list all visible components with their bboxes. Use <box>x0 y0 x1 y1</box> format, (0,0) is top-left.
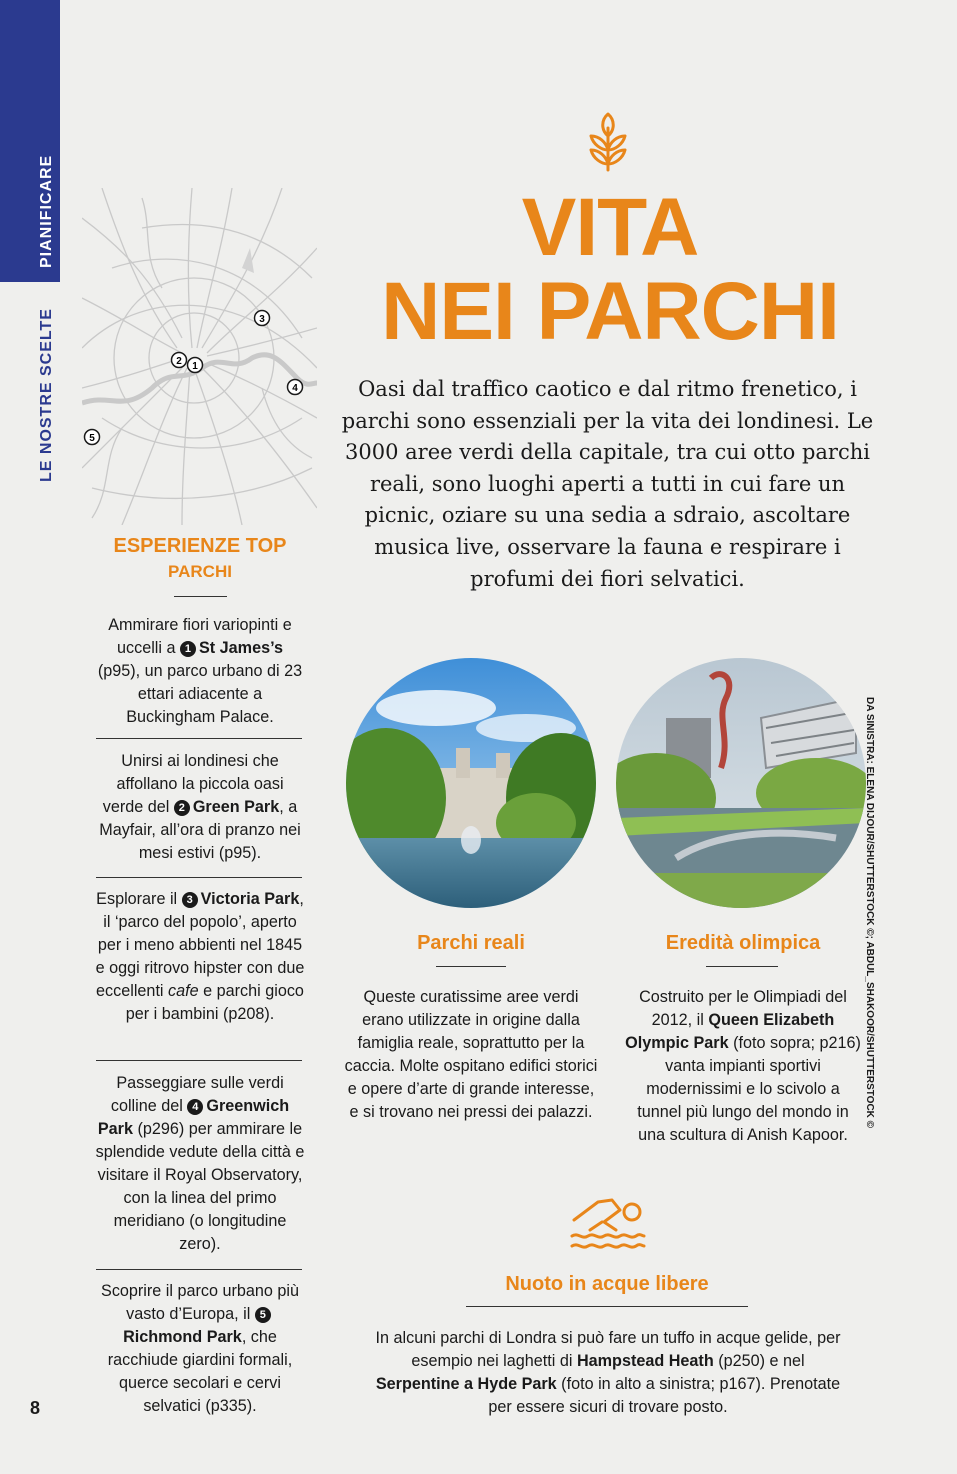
page-number: 8 <box>30 1398 41 1418</box>
london-parks-map <box>82 188 317 525</box>
divider <box>436 966 506 967</box>
map-marker-1-label: 1 <box>192 361 198 372</box>
divider <box>96 877 302 878</box>
title-line-1: VITA <box>521 182 699 273</box>
section-swim-title: Nuoto in acque libere <box>505 1273 709 1295</box>
divider <box>466 1306 748 1307</box>
photo-credit: DA SINISTRA: ELENA DIJOUR/SHUTTERSTOCK ©; ABDUL_SHAKOOR/SHUTTERSTOCK © <box>864 697 875 1129</box>
map-marker-3-label: 3 <box>259 314 265 325</box>
section-olympic-title: Eredità olimpica <box>665 932 821 954</box>
divider <box>706 966 778 967</box>
page-title <box>350 182 870 357</box>
experiences-title: ESPERIENZE TOP <box>113 535 287 557</box>
experience-item-2: Unirsi ai londinesi che affollano la piccola oasi verde del 2 Green Park, a Mayfair, all’ora di pranzo nei mesi estivi (p95). <box>99 752 301 862</box>
intro-paragraph: Oasi dal traffico caotico e dal ritmo frenetico, i parchi sono essenziali per la vita dei londinesi. Le 3000 aree verdi della capitale, tra cui otto parchi reali, sono luoghi aperti a tutti in cui fare un picnic, oziare su una sedia a sdraio, ascoltare musica live, osservare la fauna e respirare i profumi dei fiori selvatici. <box>341 377 874 591</box>
tab-pianificare-label[interactable]: PIANIFICARE <box>38 154 55 268</box>
experience-item-4: Passeggiare sulle verdi colline del 4 Greenwich Park (p296) per ammirare le splendide vedute della città e visitare il Royal Observatory, con la linea del primo meridiano (o longitudine zero). <box>95 1074 305 1253</box>
section-royal-title: Parchi reali <box>417 932 525 954</box>
experiences-subtitle: PARCHI <box>168 562 232 581</box>
experience-item-1: Ammirare fiori variopinti e uccelli a 1 St James’s (p95), un parco urbano di 23 ettari adiacente a Buckingham Palace. <box>97 616 303 726</box>
divider <box>96 738 302 739</box>
section-swim-text: In alcuni parchi di Londra si può fare un tuffo in acque gelide, per esempio nei laghetti di Hampstead Heath (p250) e nel Serpentine a Hyde Park (foto in alto a sinistra; p167). Prenotate per essere sicuri di trovare posto. <box>375 1329 841 1416</box>
map-marker-4-label: 4 <box>292 383 298 394</box>
map-marker-5-label: 5 <box>89 433 95 444</box>
leaf-icon <box>585 110 631 172</box>
photo-st-james-park <box>346 658 596 908</box>
title-line-2: NEI PARCHI <box>381 266 839 357</box>
divider <box>96 1269 302 1270</box>
photo-olympic-park <box>616 658 866 908</box>
divider <box>174 596 227 597</box>
experience-item-3: Esplorare il 3 Victoria Park, il ‘parco del popolo’, aperto per i meno abbienti nel 1845 e oggi ritrovo hipster con due eccellenti cafe e parchi gioco per i bambini (p208). <box>95 890 305 1023</box>
tab-le-nostre-scelte-label[interactable]: LE NOSTRE SCELTE <box>38 308 55 482</box>
map-marker-2-label: 2 <box>176 356 182 367</box>
divider <box>96 1060 302 1061</box>
section-royal-text: Queste curatissime aree verdi erano utilizzate in origine dalla famiglia reale, soprattutto per la caccia. Molte ospitano edifici storici e opere d’arte di grande interesse, e si trovano nei pressi dei palazzi. <box>344 988 598 1121</box>
swimmer-icon <box>568 1190 648 1252</box>
experience-item-5: Scoprire il parco urbano più vasto d’Europa, il 5Richmond Park, che racchiude giardini formali, querce secolari e cervi selvatici (p335). <box>101 1282 299 1415</box>
section-olympic-text: Costruito per le Olimpiadi del 2012, il Queen Elizabeth Olympic Park (foto sopra; p216) vanta impianti sportivi modernissimi e lo scivolo a tunnel più lungo del mondo in una scultura di Anish Kapoor. <box>625 988 861 1144</box>
